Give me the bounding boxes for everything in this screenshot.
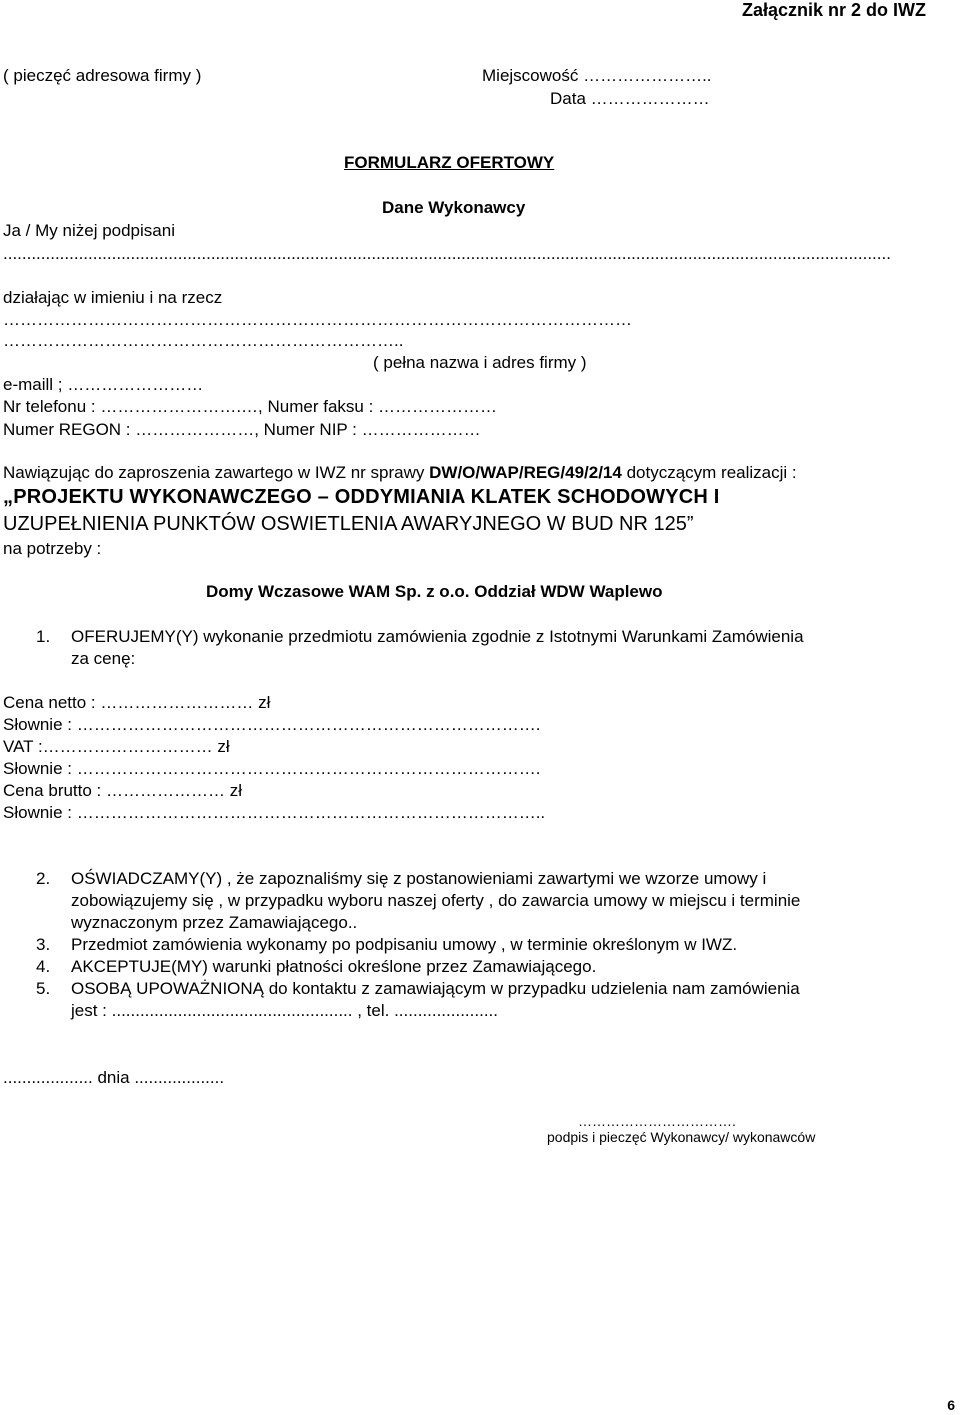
item-2-text-line-3: wyznaczonym przez Zamawiającego..: [71, 913, 358, 932]
item-1-number: 1.: [36, 627, 51, 646]
phone-fax-field: Nr telefonu : …………………….…, Numer faksu : …………………: [3, 397, 498, 416]
project-title-line-1: „PROJEKTU WYKONAWCZEGO – ODDYMIANIA KLATEK SCHODOWYCH I: [3, 486, 720, 508]
item-5-text-line-1: OSOBĄ UPOWAŻNIONĄ do kontaktu z zamawiającym w przypadku udzielenia nam zamówienia: [71, 979, 800, 998]
item-4-text: AKCEPTUJE(MY) warunki płatności określone przez Zamawiającego.: [71, 957, 597, 976]
vat-field: VAT :………………………… zł: [3, 737, 230, 756]
vat-words-field: Słownie : ……………………………………………………………………….: [3, 759, 541, 778]
undersigned-label: Ja / My niżej podpisani: [3, 221, 175, 240]
date-place-field: ................... dnia ...................: [3, 1068, 225, 1087]
company-dots-line-1: …………………………………………………………………………………………………: [3, 310, 632, 329]
form-title: FORMULARZ OFERTOWY: [344, 153, 555, 172]
invitation-text: [3, 463, 797, 483]
date-field: Data …………………: [550, 89, 710, 108]
undersigned-dots: ............................................................................................................................................................................................: [3, 244, 891, 263]
regon-nip-field: Numer REGON : …………………, Numer NIP : …………………: [3, 420, 481, 439]
place-field: Miejscowość …………………..: [482, 66, 712, 85]
net-price-words-field: Słownie : ……………………………………………………………………….: [3, 715, 541, 734]
gross-price-words-field: Słownie : ………………………………………………………………………..: [3, 803, 546, 822]
item-1-text-line-1: OFERUJEMY(Y) wykonanie przedmiotu zamówienia zgodnie z Istotnymi Warunkami Zamówienia: [71, 627, 804, 646]
item-2-number: 2.: [36, 869, 51, 888]
item-3-text: Przedmiot zamówienia wykonamy po podpisaniu umowy , w terminie określonym w IWZ.: [71, 935, 738, 954]
for-needs-label: na potrzeby :: [3, 539, 102, 558]
recipient-name: Domy Wczasowe WAM Sp. z o.o. Oddział WDW Waplewo: [206, 582, 663, 601]
company-dots-line-2: ……………………………………………………………..: [3, 331, 404, 350]
item-5-text-line-2: jest : ................................................... , tel. ......................: [71, 1001, 498, 1020]
signature-dots: …………………………….: [578, 1113, 736, 1129]
item-1-text-line-2: za cenę:: [71, 649, 136, 668]
page-number: 6: [947, 1397, 955, 1413]
attachment-label: Załącznik nr 2 do IWZ: [741, 0, 926, 20]
net-price-field: Cena netto : ……………………… zł: [3, 693, 271, 712]
item-2-text-line-2: zobowiązujemy się , w przypadku wyboru naszej oferty , do zawarcia umowy w miejscu i terminie: [71, 891, 801, 910]
gross-price-field: Cena brutto : ………………… zł: [3, 781, 243, 800]
invitation-text-start: Nawiązując do zaproszenia zawartego w IWZ nr sprawy: [3, 463, 430, 482]
item-3-number: 3.: [36, 935, 51, 954]
signature-label: podpis i pieczęć Wykonawcy/ wykonawców: [547, 1129, 816, 1145]
company-stamp-label: ( pieczęć adresowa firmy ): [3, 66, 202, 85]
invitation-text-end: dotyczącym realizacji :: [621, 463, 797, 482]
acting-for-label: działając w imieniu i na rzecz: [3, 288, 223, 307]
item-5-number: 5.: [36, 979, 51, 998]
email-field: e-maill ; ……………………: [3, 375, 204, 394]
full-name-hint: ( pełna nazwa i adres firmy ): [373, 353, 587, 372]
project-title-line-2: UZUPEŁNIENIA PUNKTÓW OSWIETLENIA AWARYJNEGO W BUD NR 125”: [3, 513, 694, 535]
contractor-data-heading: Dane Wykonawcy: [382, 198, 526, 217]
item-4-number: 4.: [36, 957, 51, 976]
item-2-text-line-1: OŚWIADCZAMY(Y) , że zapoznaliśmy się z postanowieniami zawartymi we wzorze umowy i: [71, 869, 767, 888]
case-number: DW/O/WAP/REG/49/2/14: [429, 463, 622, 482]
